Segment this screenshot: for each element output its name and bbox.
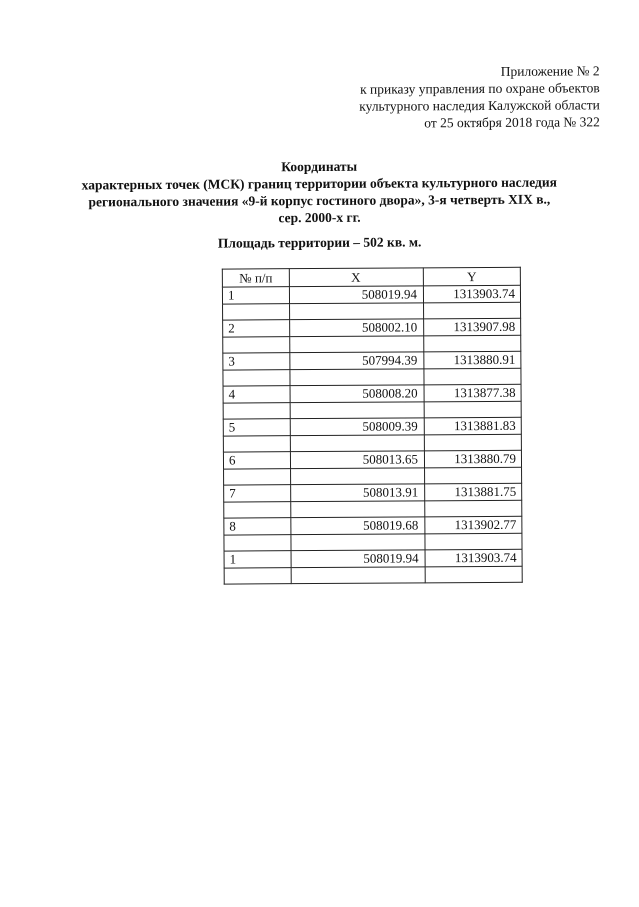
- appendix-number: Приложение № 2: [500, 63, 600, 79]
- x-value: 508008.20: [290, 385, 424, 403]
- x-value: 508002.10: [290, 319, 424, 337]
- document-title: [59, 156, 579, 227]
- point-number: 7: [224, 485, 291, 502]
- table-header-row: [222, 267, 520, 287]
- title-line-3: регионального значения «9-й корпус гостиного двора», 3-я четверть XIX в.,: [88, 191, 551, 210]
- x-value: 508019.94: [289, 286, 423, 304]
- y-value: 1313907.98: [424, 318, 521, 336]
- x-value: 508009.39: [290, 418, 424, 436]
- table-spacer-row: [224, 566, 522, 584]
- table-spacer-row: [224, 533, 522, 551]
- coordinates-table: [222, 267, 523, 585]
- title-heading: Координаты: [281, 158, 358, 175]
- title-line-4: сер. 2000-х гг.: [278, 209, 361, 226]
- appendix-header: [359, 62, 600, 131]
- y-value: 1313881.75: [425, 483, 522, 501]
- y-value: 1313903.74: [423, 285, 520, 303]
- table-row: [223, 450, 521, 469]
- header-number: № п/п: [222, 269, 289, 287]
- header-y: Y: [423, 267, 520, 286]
- point-number: 8: [224, 518, 291, 535]
- header-x: X: [289, 268, 423, 287]
- table-spacer-row: [223, 434, 521, 452]
- x-value: 507994.39: [290, 352, 424, 370]
- point-number: 3: [223, 353, 290, 370]
- table-row: [223, 318, 521, 337]
- authority-name: культурного наследия Калужской области: [359, 97, 600, 114]
- x-value: 508013.65: [290, 451, 424, 469]
- x-value: 508013.91: [291, 484, 425, 502]
- territory-area: Площадь территории – 502 кв. м.: [217, 234, 422, 251]
- table-row: [223, 384, 521, 403]
- order-date: от 25 октября 2018 года № 322: [424, 114, 600, 131]
- table-spacer-row: [223, 302, 521, 320]
- table-row: [224, 516, 522, 535]
- table-row: [223, 417, 521, 436]
- table-spacer-row: [223, 401, 521, 419]
- point-number: 4: [223, 386, 290, 403]
- y-value: 1313880.91: [424, 351, 521, 369]
- table-spacer-row: [224, 500, 522, 518]
- table-spacer-row: [223, 368, 521, 386]
- y-value: 1313902.77: [425, 516, 522, 534]
- point-number: 2: [223, 320, 290, 337]
- table-row: [222, 285, 520, 304]
- order-reference: к приказу управления по охране объектов: [359, 80, 600, 97]
- point-number: 6: [223, 452, 290, 469]
- table-spacer-row: [223, 335, 521, 353]
- y-value: 1313903.74: [425, 549, 522, 567]
- y-value: 1313881.83: [424, 417, 521, 435]
- y-value: 1313880.79: [424, 450, 521, 468]
- point-number: 1: [224, 551, 291, 568]
- point-number: 5: [223, 419, 290, 436]
- title-line-2: характерных точек (МСК) границ территории объекта культурного наследия: [81, 174, 557, 193]
- table-row: [224, 549, 522, 568]
- x-value: 508019.68: [291, 517, 425, 535]
- table-spacer-row: [224, 467, 522, 485]
- point-number: 1: [222, 287, 289, 304]
- y-value: 1313877.38: [424, 384, 521, 402]
- table-row: [224, 483, 522, 502]
- x-value: 508019.94: [291, 550, 425, 568]
- table-row: [223, 351, 521, 370]
